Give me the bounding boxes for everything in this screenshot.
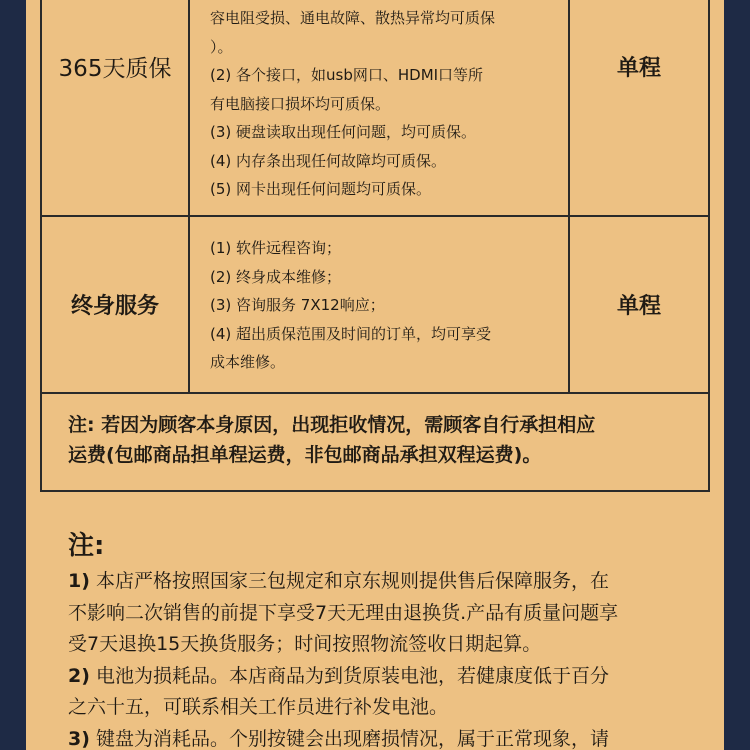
row-shipping-lifetime: 单程: [616, 294, 661, 319]
note-line: [68, 566, 708, 598]
note-text: 键盘为消耗品。个别按键会出现磨损情况，属于正常现象，请: [89, 727, 609, 750]
note-text: 受7天退换15天换货服务；时间按照物流签收日期起算。: [68, 633, 542, 655]
note-text: 不影响二次销售的前提下享受7天无理由退换货.产品有质量问题享: [68, 601, 619, 624]
note-line: [68, 598, 708, 630]
notes-list: [68, 566, 708, 750]
note-number: 2): [68, 664, 90, 687]
warranty-card: [26, 0, 724, 750]
detail-line: (3) 咨询服务 7X12响应；: [210, 296, 385, 314]
warranty-table: [40, 0, 710, 492]
detail-line: (2) 终身成本维修；: [210, 267, 342, 286]
note-text: 本店严格按照国家三包规定和京东规则提供售后保障服务，在: [89, 570, 609, 592]
note-line: [68, 692, 708, 724]
detail-line: (5) 网卡出现任何问题均可质保。: [210, 180, 432, 198]
note-text: 之六十五，可联系相关工作员进行补发电池。: [68, 696, 449, 718]
note-text: 电池为损耗品。本店商品为到货原装电池，若健康度低于百分: [89, 664, 609, 687]
detail-line: (4) 超出质保范围及时间的订单，均可享受: [210, 324, 492, 343]
detail-line: (3) 硬盘读取出现任何问题，均可质保。: [210, 123, 477, 141]
detail-line: 成本维修。: [210, 353, 286, 371]
detail-line: (1) 软件远程咨询；: [210, 239, 342, 257]
note-line: [68, 724, 708, 750]
table-note: [68, 410, 688, 470]
detail-line: 容电阻受损、通电故障、散热异常均可质保: [210, 9, 496, 27]
detail-line: ）。: [210, 37, 233, 56]
note-number: 3): [68, 727, 90, 750]
column-divider: [188, 0, 190, 394]
note-number: 1): [68, 570, 90, 592]
row-title-365: 365天质保: [58, 56, 172, 82]
table-note-line: 运费(包邮商品担单程运费，非包邮商品承担双程运费)。: [68, 444, 542, 466]
table-note-line: 注: 若因为顾客本身原因，出现拒收情况，需顾客自行承担相应: [68, 414, 596, 436]
row-details-365: [210, 4, 570, 204]
notes-heading: 注:: [68, 531, 105, 561]
detail-line: (4) 内存条出现任何故障均可质保。: [210, 151, 447, 170]
detail-line: 有电脑接口损坏均可质保。: [210, 94, 391, 113]
row-shipping-365: 单程: [616, 56, 661, 81]
note-line: [68, 661, 708, 693]
row-details-lifetime: [210, 234, 570, 377]
detail-line: (2) 各个接口，如usb网口、HDMI口等所: [210, 66, 484, 84]
row-divider: [42, 392, 708, 394]
row-title-lifetime: 终身服务: [70, 294, 159, 319]
note-line: [68, 629, 708, 661]
